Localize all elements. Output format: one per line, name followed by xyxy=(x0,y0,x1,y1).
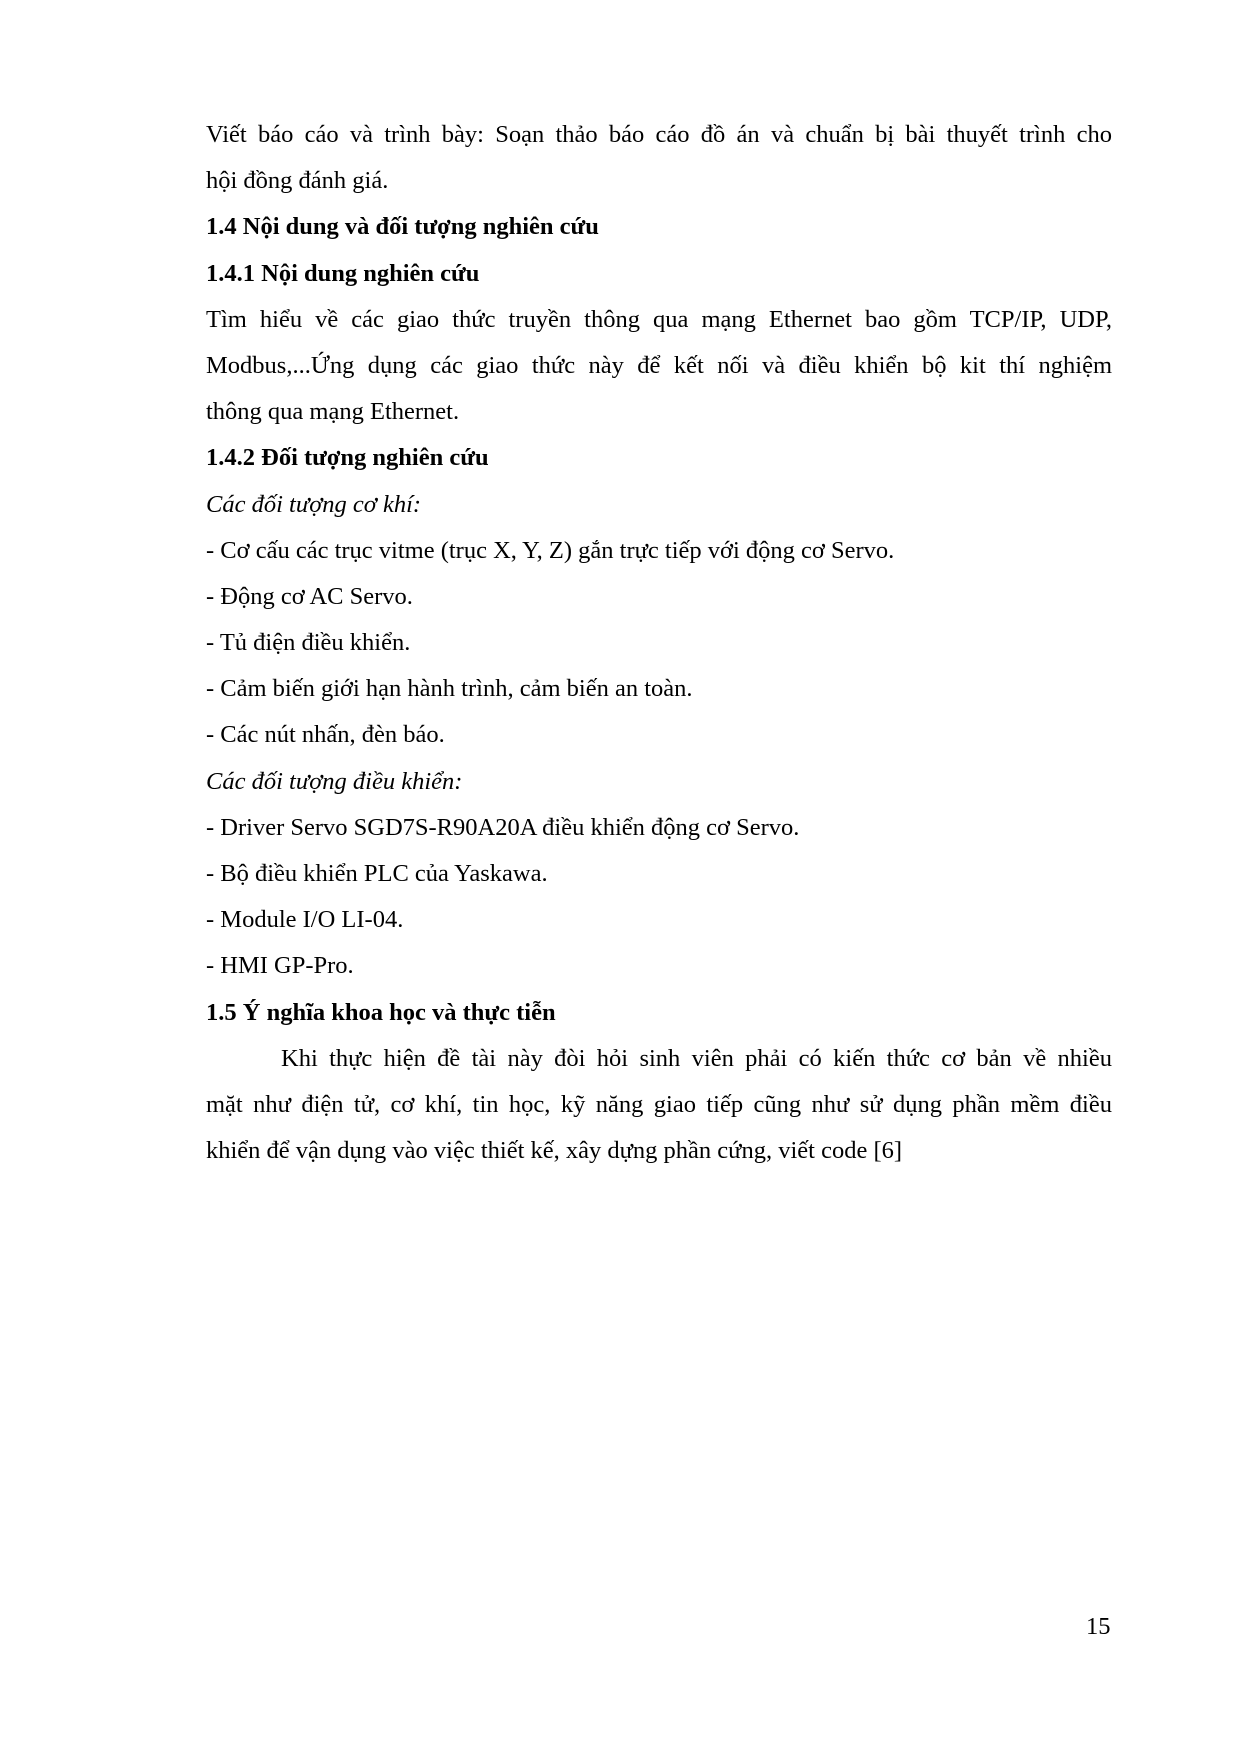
paragraph-line: hội đồng đánh giá. xyxy=(206,167,389,195)
section-1-4 xyxy=(206,204,1112,989)
section-1-5 xyxy=(206,990,1112,1175)
list-item: - Cơ cấu các trục vitme (trục X, Y, Z) gắn trực tiếp với động cơ Servo. xyxy=(206,536,895,564)
list-item: - Module I/O LI-04. xyxy=(206,906,404,934)
list-label: Các đối tượng điều khiển: xyxy=(206,767,463,795)
list-item: - Cảm biến giới hạn hành trình, cảm biến an toàn. xyxy=(206,675,693,703)
section-heading: 1.5 Ý nghĩa khoa học và thực tiễn xyxy=(206,998,556,1026)
list-item: - Bộ điều khiển PLC của Yaskawa. xyxy=(206,860,548,887)
list-label: Các đối tượng cơ khí: xyxy=(206,490,422,518)
paragraph-line: Tìm hiểu về các giao thức truyền thông qua mạng Ethernet bao gồm TCP/IP, UDP, xyxy=(206,305,1112,333)
list-item: - Driver Servo SGD7S-R90A20A điều khiển động cơ Servo. xyxy=(206,813,800,841)
list-item: - HMI GP-Pro. xyxy=(206,952,354,980)
subsection-heading: 1.4.2 Đối tượng nghiên cứu xyxy=(206,444,489,472)
intro-paragraph xyxy=(206,112,1112,204)
list-item: - Động cơ AC Servo. xyxy=(206,582,413,610)
section-heading: 1.4 Nội dung và đối tượng nghiên cứu xyxy=(206,213,599,241)
page-number: 15 xyxy=(1086,1613,1111,1640)
mechanical-objects-list xyxy=(206,482,1112,759)
paragraph-line: khiển để vận dụng vào việc thiết kế, xây dựng phần cứng, viết code [6] xyxy=(206,1137,903,1165)
subsection-heading: 1.4.1 Nội dung nghiên cứu xyxy=(206,259,480,287)
list-item: - Các nút nhấn, đèn báo. xyxy=(206,721,445,749)
paragraph-line: Viết báo cáo và trình bày: Soạn thảo báo cáo đồ án và chuẩn bị bài thuyết trình cho xyxy=(206,121,1112,148)
paragraph-line: Modbus,...Ứng dụng các giao thức này để kết nối và điều khiển bộ kit thí nghiệm xyxy=(206,351,1112,379)
paragraph-line: thông qua mạng Ethernet. xyxy=(206,398,460,426)
subsection-1-4-2 xyxy=(206,435,1112,989)
page-content xyxy=(206,112,1112,1174)
list-item: - Tủ điện điều khiển. xyxy=(206,629,411,657)
subsection-1-4-1 xyxy=(206,251,1112,436)
paragraph-line: Khi thực hiện đề tài này đòi hỏi sinh viên phải có kiến thức cơ bản về nhiều xyxy=(281,1044,1112,1072)
control-objects-list xyxy=(206,759,1112,990)
paragraph-line: mặt như điện tử, cơ khí, tin học, kỹ năng giao tiếp cũng như sử dụng phần mềm điều xyxy=(206,1090,1112,1118)
